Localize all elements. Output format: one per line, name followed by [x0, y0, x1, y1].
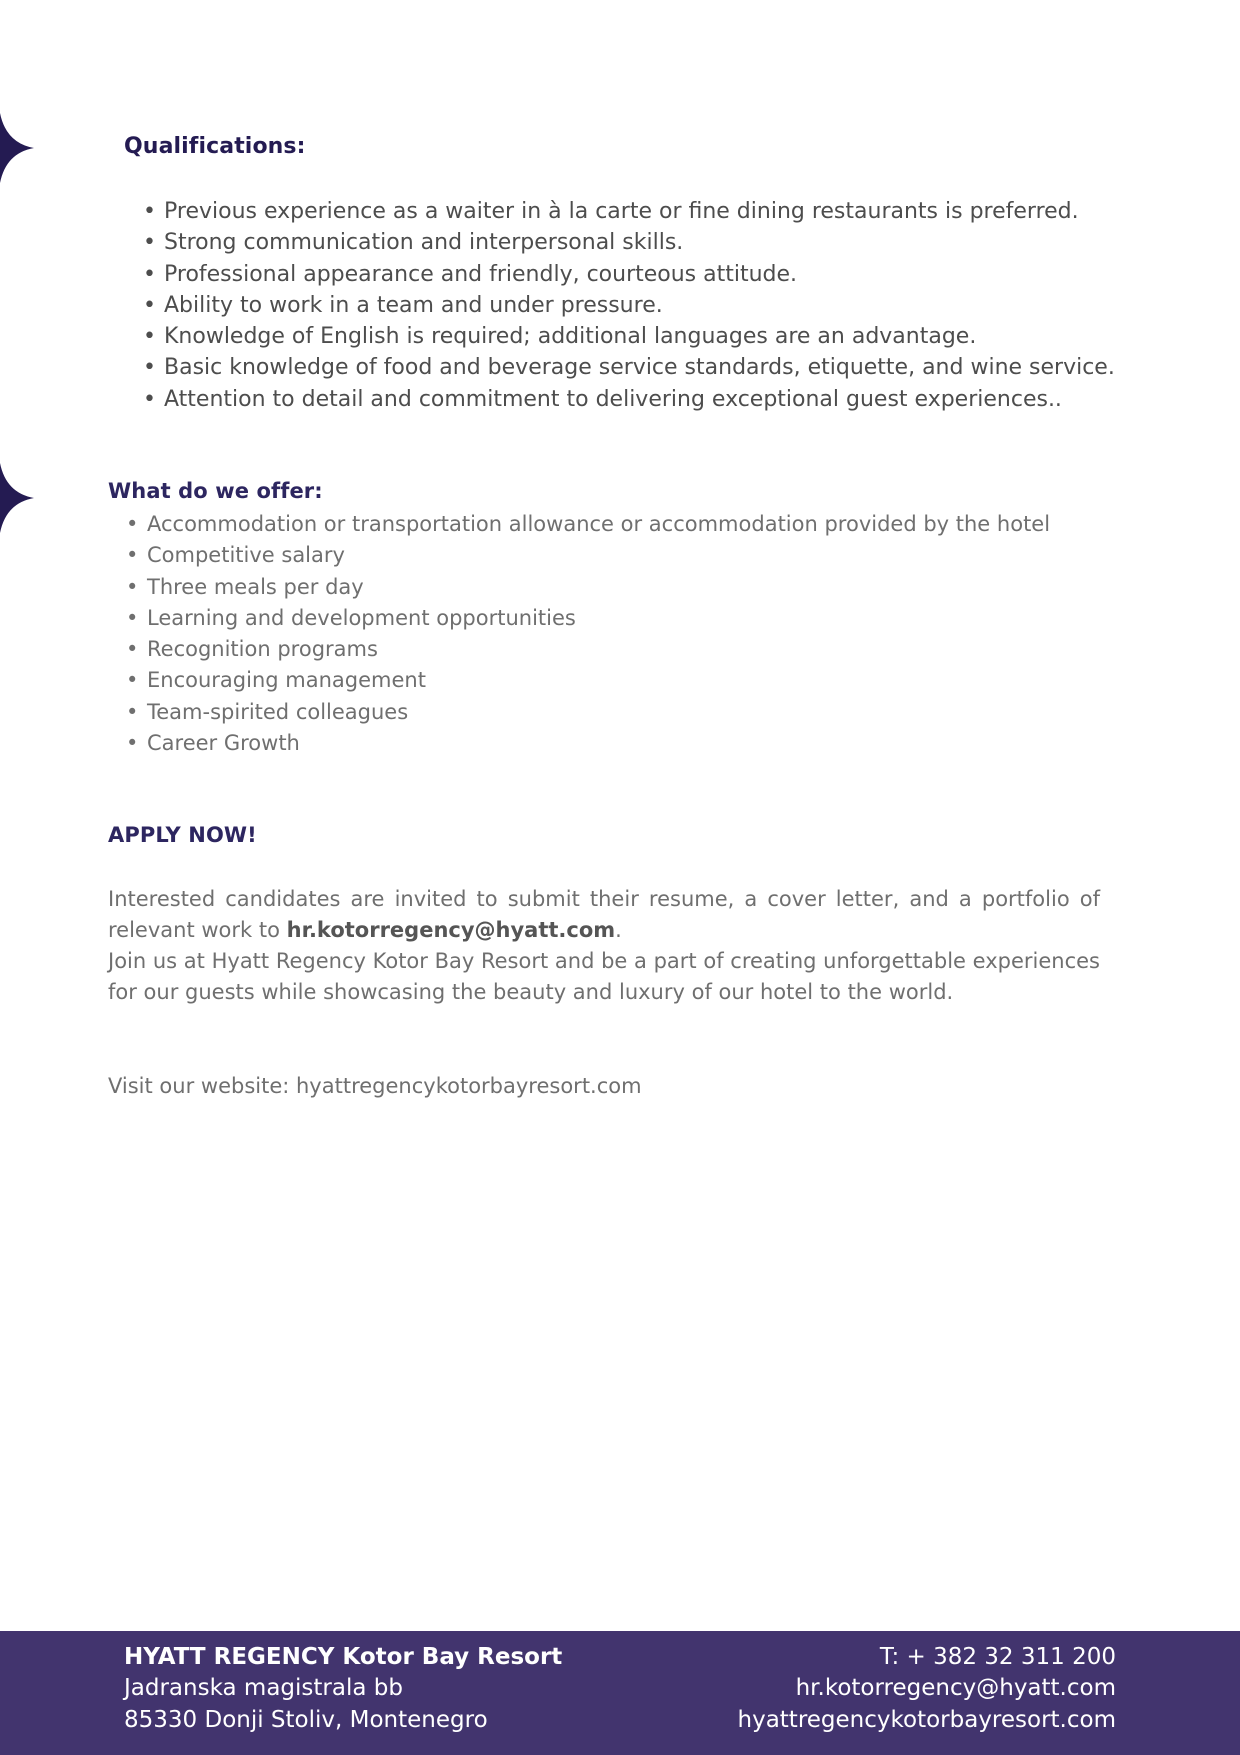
bullet-icon: •: [126, 637, 139, 662]
bullet-icon: •: [126, 699, 139, 724]
list-item: • Strong communication and interpersonal skills.: [143, 227, 1143, 258]
list-item: • Competitive salary: [126, 540, 1100, 571]
apply-instructions-period: .: [615, 918, 622, 943]
list-item: • Career Growth: [126, 728, 1100, 759]
list-item: • Knowledge of English is required; additional languages are an advantage.: [143, 321, 1143, 352]
bullet-icon: •: [143, 355, 156, 381]
website-line[interactable]: Visit our website: hyattregencykotorbayresort.com: [108, 1074, 642, 1098]
bullet-icon: •: [143, 324, 156, 350]
footer-address-line-2: 85330 Donji Stoliv, Montenegro: [124, 1706, 488, 1733]
footer-email-link[interactable]: hr.kotorregency@hyatt.com: [795, 1675, 1116, 1702]
footer-website-link[interactable]: hyattregencykotorbayresort.com: [737, 1706, 1116, 1733]
list-item: • Team-spirited colleagues: [126, 697, 1100, 728]
bullet-icon: •: [126, 731, 139, 756]
list-item: • Basic knowledge of food and beverage service standards, etiquette, and wine service.: [143, 352, 1143, 383]
list-item: • Previous experience as a waiter in à la carte or fine dining restaurants is preferred.: [143, 196, 1143, 227]
footer-company-name: HYATT REGENCY Kotor Bay Resort: [124, 1644, 563, 1670]
list-item: • Attention to detail and commitment to delivering exceptional guest experiences..: [143, 384, 1143, 415]
list-item: • Ability to work in a team and under pressure.: [143, 290, 1143, 321]
bullet-icon: •: [126, 605, 139, 630]
footer-contact: [738, 1642, 1117, 1736]
join-us-paragraph: Join us at Hyatt Regency Kotor Bay Resort and be a part of creating unforgettable experiences for our guests while showcasing the beauty and luxury of our hotel to the world.: [108, 949, 1100, 1005]
apply-email-link[interactable]: hr.kotorregency@hyatt.com: [286, 918, 616, 943]
footer: [0, 1631, 1240, 1755]
list-item: • Recognition programs: [126, 634, 1100, 665]
bullet-icon: •: [126, 668, 139, 693]
bullet-icon: •: [143, 199, 156, 224]
offer-list: [126, 509, 1100, 759]
list-item: • Professional appearance and friendly, courteous attitude.: [143, 259, 1143, 290]
bullet-icon: •: [126, 574, 139, 599]
bullet-icon: •: [126, 543, 139, 568]
star-marker-icon: [0, 113, 34, 183]
bullet-icon: •: [126, 512, 139, 536]
apply-instructions: [108, 884, 1100, 947]
bullet-icon: •: [143, 386, 156, 412]
list-item: • Encouraging management: [126, 665, 1100, 696]
star-marker-icon: [0, 463, 34, 533]
bullet-icon: •: [143, 292, 156, 318]
qualifications-list: [143, 196, 1143, 415]
list-item: • Three meals per day: [126, 572, 1100, 603]
footer-address: [124, 1642, 562, 1736]
footer-phone: T: + 382 32 311 200: [879, 1644, 1116, 1670]
list-item: • Accommodation or transportation allowance or accommodation provided by the hotel: [126, 509, 1100, 540]
qualifications-heading: Qualifications:: [124, 134, 306, 159]
offer-heading: What do we offer:: [108, 479, 323, 503]
list-item: • Learning and development opportunities: [126, 603, 1100, 634]
apply-heading: APPLY NOW!: [108, 823, 257, 847]
bullet-icon: •: [143, 230, 156, 256]
footer-address-line-1: Jadranska magistrala bb: [124, 1675, 403, 1702]
apply-instructions-text: Interested candidates are invited to submit their resume, a cover letter, and a portfolio of relevant work to: [108, 887, 1100, 943]
bullet-icon: •: [143, 261, 156, 287]
